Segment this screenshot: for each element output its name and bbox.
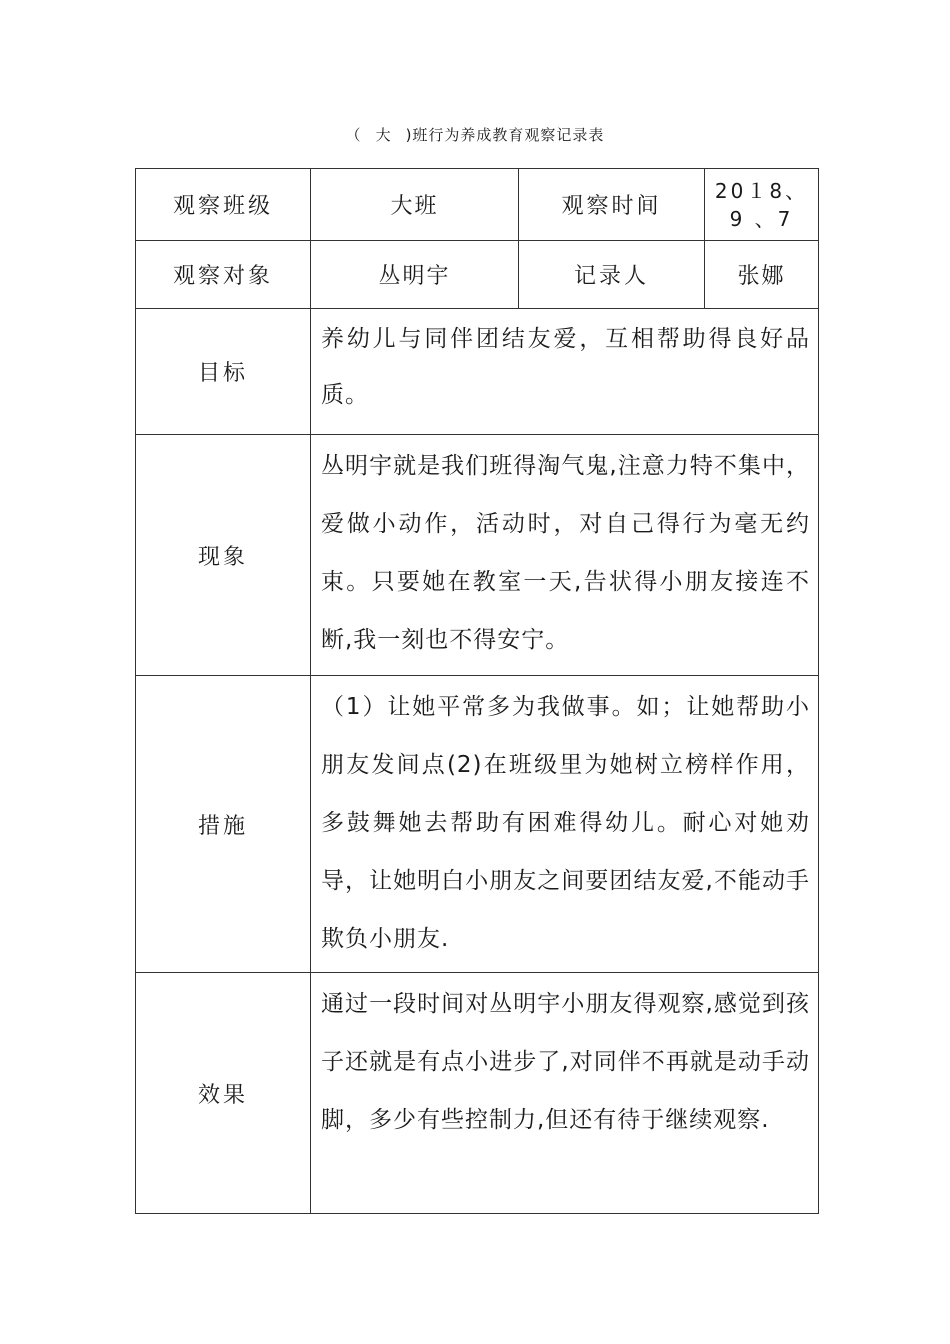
label-measures: 措施 [136,676,311,973]
label-phenomenon: 现象 [136,435,311,676]
document-title [0,124,950,145]
label-observation-class: 观察班级 [136,169,311,241]
label-observation-time: 观察时间 [519,169,705,241]
table-row-phenomenon [136,435,819,676]
title-open-paren: （ [345,126,362,144]
value-observation-class: 大班 [311,169,519,241]
text-measures: （1）让她平常多为我做事。如；让她帮助小朋友发间点(2)在班级里为她树立榜样作用，多鼓舞她去帮助有困难得幼儿。耐心对她劝导，让她明白小朋友之间要团结友爱,不能动手欺负小朋友. [311,676,819,973]
table-row-class-time [136,169,819,241]
table-row-effect [136,973,819,1214]
text-phenomenon: 丛明宇就是我们班得淘气鬼,注意力特不集中，爱做小动作，活动时，对自己得行为毫无约束。只要她在教室一天,告状得小朋友接连不断,我一刻也不得安宁。 [311,435,819,676]
label-goal: 目标 [136,309,311,435]
title-class-name: 大 [375,126,392,144]
time-line-2: 9 、7 [729,206,794,231]
table-row-measures [136,676,819,973]
observation-table [135,168,819,1214]
time-line-1: 20１8、 [714,178,809,203]
value-observation-subject: 丛明宇 [311,241,519,309]
label-effect: 效果 [136,973,311,1214]
table-row-goal [136,309,819,435]
text-goal: 养幼儿与同伴团结友爱，互相帮助得良好品质。 [311,309,819,435]
value-observation-time [705,169,819,241]
label-observation-subject: 观察对象 [136,241,311,309]
label-recorder: 记录人 [519,241,705,309]
table-row-subject-recorder [136,241,819,309]
text-effect: 通过一段时间对丛明宇小朋友得观察,感觉到孩子还就是有点小进步了,对同伴不再就是动手动脚，多少有些控制力,但还有待于继续观察. [311,973,819,1214]
value-recorder: 张娜 [705,241,819,309]
title-text: )班行为养成教育观察记录表 [405,126,605,144]
